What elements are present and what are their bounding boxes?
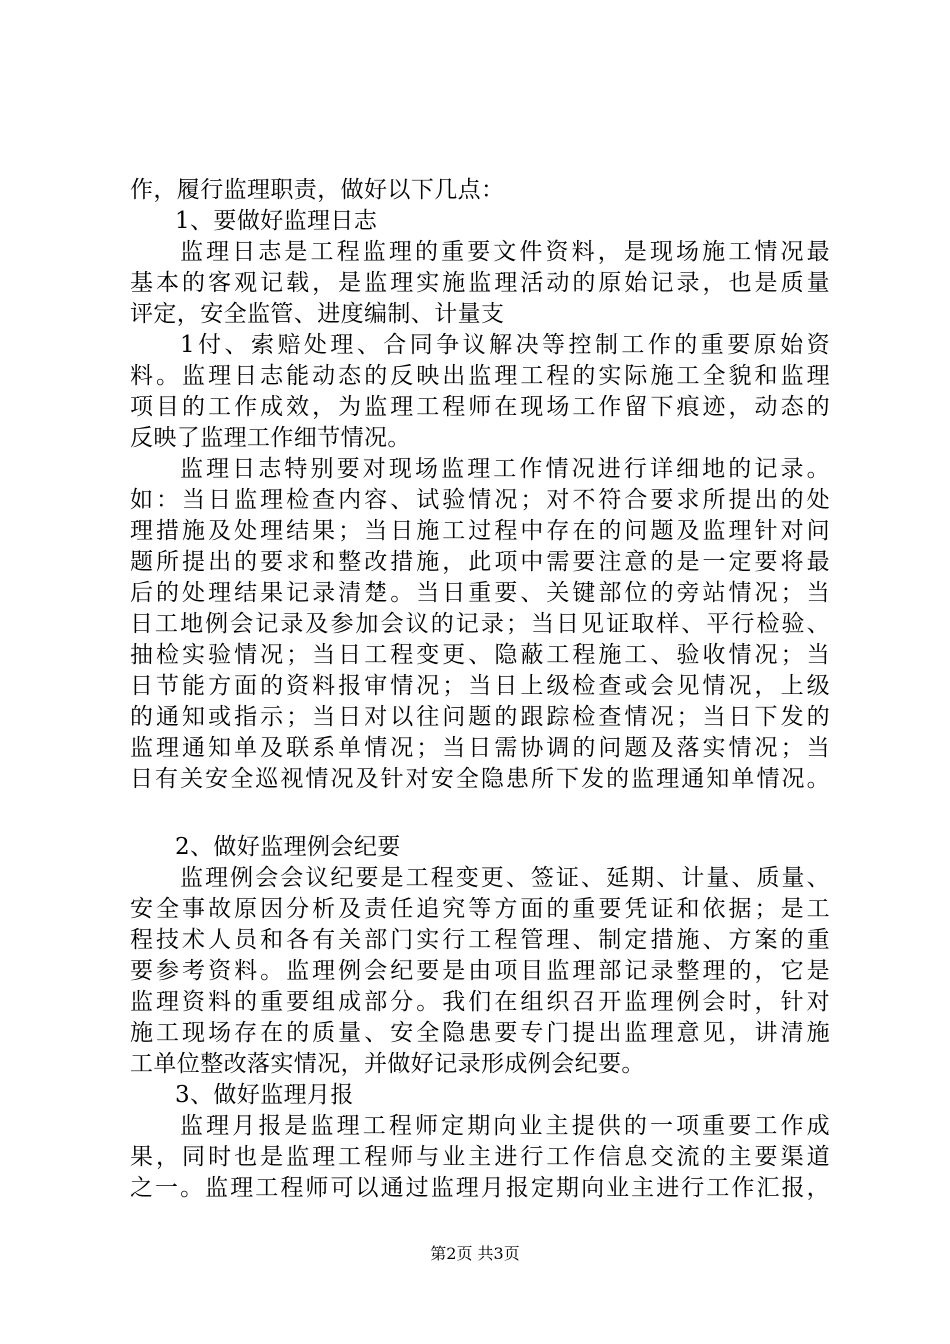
paragraph-line: 监理例会会议纪要是工程变更、签证、延期、计量、质量、 (180, 865, 830, 891)
paragraph-line: 日工地例会记录及参加会议的记录；当日见证取样、平行检验、 (130, 611, 830, 637)
section-heading: 3、做好监理月报 (175, 1082, 354, 1108)
paragraph-line: 日有关安全巡视情况及针对安全隐患所下发的监理通知单情况。 (130, 766, 830, 792)
paragraph-line: 程技术人员和各有关部门实行工程管理、制定措施、方案的重 (130, 927, 830, 953)
paragraph-line: 后的处理结果记录清楚。当日重要、关键部位的旁站情况；当 (130, 580, 830, 606)
paragraph-line: 监理通知单及联系单情况；当日需协调的问题及落实情况；当 (130, 735, 830, 761)
paragraph-line: 作，履行监理职责，做好以下几点： (130, 177, 505, 203)
paragraph-line: 的通知或指示；当日对以往问题的跟踪检查情况；当日下发的 (130, 704, 830, 730)
paragraph-line: 安全事故原因分析及责任追究等方面的重要凭证和依据；是工 (130, 896, 830, 922)
paragraph-line: 理措施及处理结果；当日施工过程中存在的问题及监理针对问 (130, 518, 830, 544)
paragraph-spacer (130, 795, 830, 832)
paragraph-line: 工单位整改落实情况，并做好记录形成例会纪要。 (130, 1051, 645, 1077)
paragraph-line: 之一。监理工程师可以通过监理月报定期向业主进行工作汇报， (130, 1175, 830, 1201)
paragraph-line: 如：当日监理检查内容、试验情况；对不符合要求所提出的处 (130, 487, 830, 513)
paragraph-line: 抽检实验情况；当日工程变更、隐蔽工程施工、验收情况；当 (130, 642, 830, 668)
paragraph-line: 反映了监理工作细节情况。 (130, 425, 411, 451)
paragraph-line: 基本的客观记载，是监理实施监理活动的原始记录，也是质量 (130, 270, 830, 296)
paragraph-line: 要参考资料。监理例会纪要是由项目监理部记录整理的，它是 (130, 958, 830, 984)
section-heading: 2、做好监理例会纪要 (175, 834, 401, 860)
section-heading: 1、要做好监理日志 (175, 208, 378, 234)
paragraph-line: 1付、索赔处理、合同争议解决等控制工作的重要原始资 (180, 332, 830, 358)
paragraph-line: 施工现场存在的质量、安全隐患要专门提出监理意见，讲清施 (130, 1020, 830, 1046)
paragraph-line: 评定，安全监管、进度编制、计量支 (130, 301, 505, 327)
paragraph-line: 果，同时也是监理工程师与业主进行工作信息交流的主要渠道 (130, 1144, 830, 1170)
page-number-footer: 第2页 共3页 (430, 1244, 520, 1263)
paragraph-line: 题所提出的要求和整改措施，此项中需要注意的是一定要将最 (130, 549, 830, 575)
paragraph-line: 监理资料的重要组成部分。我们在组织召开监理例会时，针对 (130, 989, 830, 1015)
paragraph-line: 日节能方面的资料报审情况；当日上级检查或会见情况，上级 (130, 673, 830, 699)
paragraph-line: 监理月报是监理工程师定期向业主提供的一项重要工作成 (180, 1113, 830, 1139)
paragraph-line: 料。监理日志能动态的反映出监理工程的实际施工全貌和监理 (130, 363, 830, 389)
paragraph-line: 项目的工作成效，为监理工程师在现场工作留下痕迹，动态的 (130, 394, 830, 420)
paragraph-line: 监理日志是工程监理的重要文件资料，是现场施工情况最 (180, 239, 830, 265)
paragraph-line: 监理日志特别要对现场监理工作情况进行详细地的记录。 (180, 456, 830, 482)
document-body (130, 175, 830, 1204)
